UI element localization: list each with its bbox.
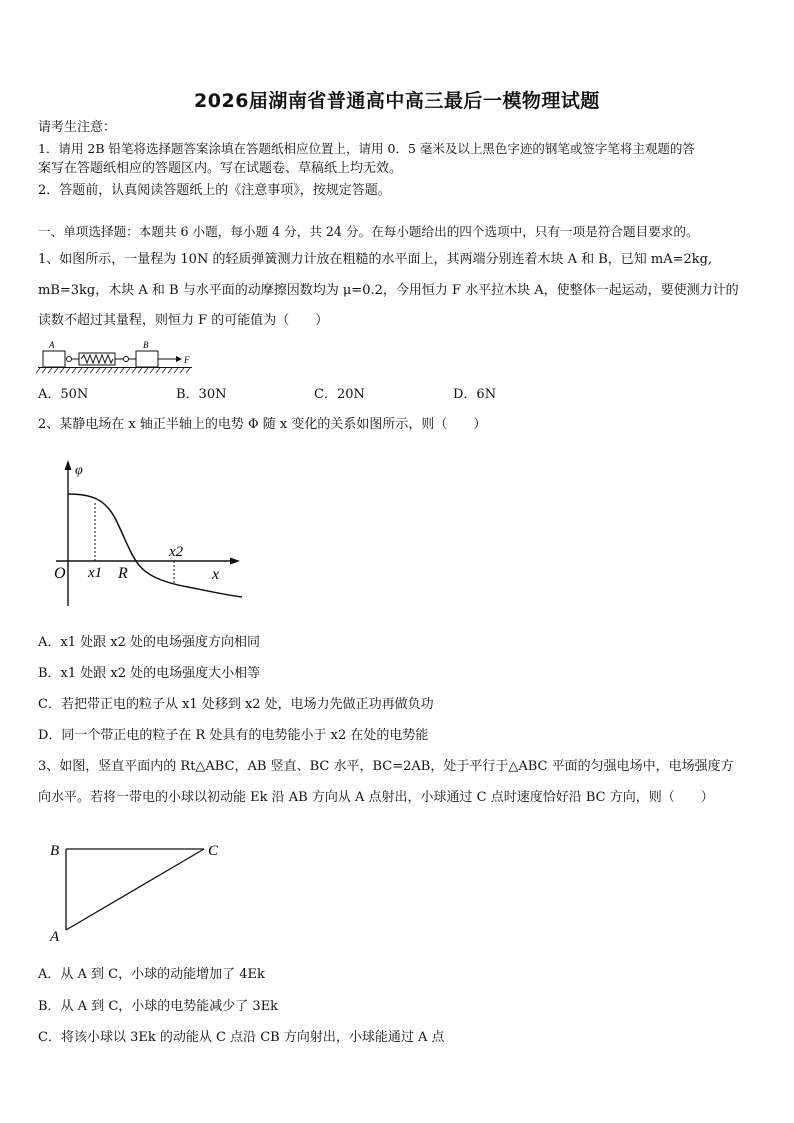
x-axis-arrow	[230, 558, 240, 565]
q1-option-d: D．6N	[453, 387, 497, 402]
q1-option-c: C．20N	[314, 387, 365, 402]
notice-heading: 请考生注意：	[38, 120, 117, 135]
notice-item-1-line-1: 1．请用 2B 铅笔将选择题答案涂填在答题纸相应位置上，请用 0．5 毫米及以上黑色字迹的钢笔或签字笔将主观题的答	[38, 141, 695, 156]
q1-option-b: B．30N	[176, 387, 227, 402]
q1-stem-line-2: mB=3kg，木块 A 和 B 与水平面的动摩擦因数均为 μ=0.2，今用恒力 F 水平拉木块 A，使整体一起运动，要使测力计的	[38, 283, 739, 298]
q1-stem-line-1: 1、如图所示，一量程为 10N 的轻质弹簧测力计放在粗糙的水平面上，其两端分别连着木块 A 和 B，已知 mA=2kg,	[38, 252, 713, 267]
q2-stem: 2、某静电场在 x 轴正半轴上的电势 Φ 随 x 变化的关系如图所示，则（ ）	[38, 417, 487, 432]
q2-option-a: A．x1 处跟 x2 处的电场强度方向相同	[38, 635, 260, 650]
origin-label: O	[54, 565, 66, 582]
section-header: 一、单项选择题：本题共 6 小题，每小题 4 分，共 24 分。在每小题给出的四个选项中，只有一项是符合题目要求的。	[38, 224, 699, 239]
page-title: 2026届湖南省普通高中高三最后一模物理试题	[194, 90, 600, 112]
q3-stem-line-2: 向水平。若将一带电的小球以初动能 Ek 沿 AB 方向从 A 点射出，小球通过 C 点时速度恰好沿 BC 方向，则（ ）	[38, 790, 714, 805]
q2-option-b: B．x1 处跟 x2 处的电场强度大小相等	[38, 666, 261, 681]
q1-stem-line-3: 读数不超过其量程，则恒力 F 的可能值为（ ）	[38, 313, 329, 328]
q2-figure	[48, 458, 248, 608]
q1-option-a: A．50N	[38, 387, 89, 402]
r-label: R	[118, 565, 128, 582]
y-axis-label: φ	[75, 463, 83, 478]
segment-ac	[66, 849, 204, 930]
q3-option-b: B．从 A 到 C，小球的电势能减少了 3Ek	[38, 999, 279, 1014]
block-a	[43, 351, 65, 367]
x1-label: x1	[88, 565, 103, 581]
q2-option-c: C．若把带正电的粒子从 x1 处移到 x2 处，电场力先做正功再做负功	[38, 697, 434, 712]
q3-option-c: C．将该小球以 3Ek 的动能从 C 点沿 CB 方向射出，小球能通过 A 点	[38, 1030, 445, 1045]
point-b-label: B	[50, 843, 60, 859]
spring	[81, 355, 113, 363]
y-axis-arrow	[65, 460, 72, 470]
q3-figure	[46, 838, 236, 948]
block-b	[136, 351, 158, 367]
x2-label: x2	[169, 544, 184, 560]
block-a-label: A	[49, 340, 55, 350]
block-b-label: B	[143, 340, 149, 350]
point-a-label: A	[50, 929, 60, 945]
q3-stem-line-1: 3、如图，竖直平面内的 Rt△ABC，AB 竖直、BC 水平，BC=2AB，处于平行于△ABC 平面的匀强电场中，电场强度方	[38, 759, 734, 774]
q1-figure	[36, 338, 198, 374]
q2-option-d: D．同一个带正电的粒子在 R 处具有的电势能小于 x2 在处的电势能	[38, 728, 429, 743]
q3-option-a: A．从 A 到 C，小球的动能增加了 4Ek	[38, 967, 265, 982]
notice-item-2: 2．答题前，认真阅读答题纸上的《注意事项》，按规定答题。	[38, 183, 391, 198]
point-c-label: C	[208, 843, 219, 859]
notice-item-1-line-2: 案写在答题纸相应的答题区内。写在试题卷、草稿纸上均无效。	[38, 161, 403, 176]
x-axis-label: x	[212, 566, 220, 583]
force-label: F	[184, 355, 190, 365]
